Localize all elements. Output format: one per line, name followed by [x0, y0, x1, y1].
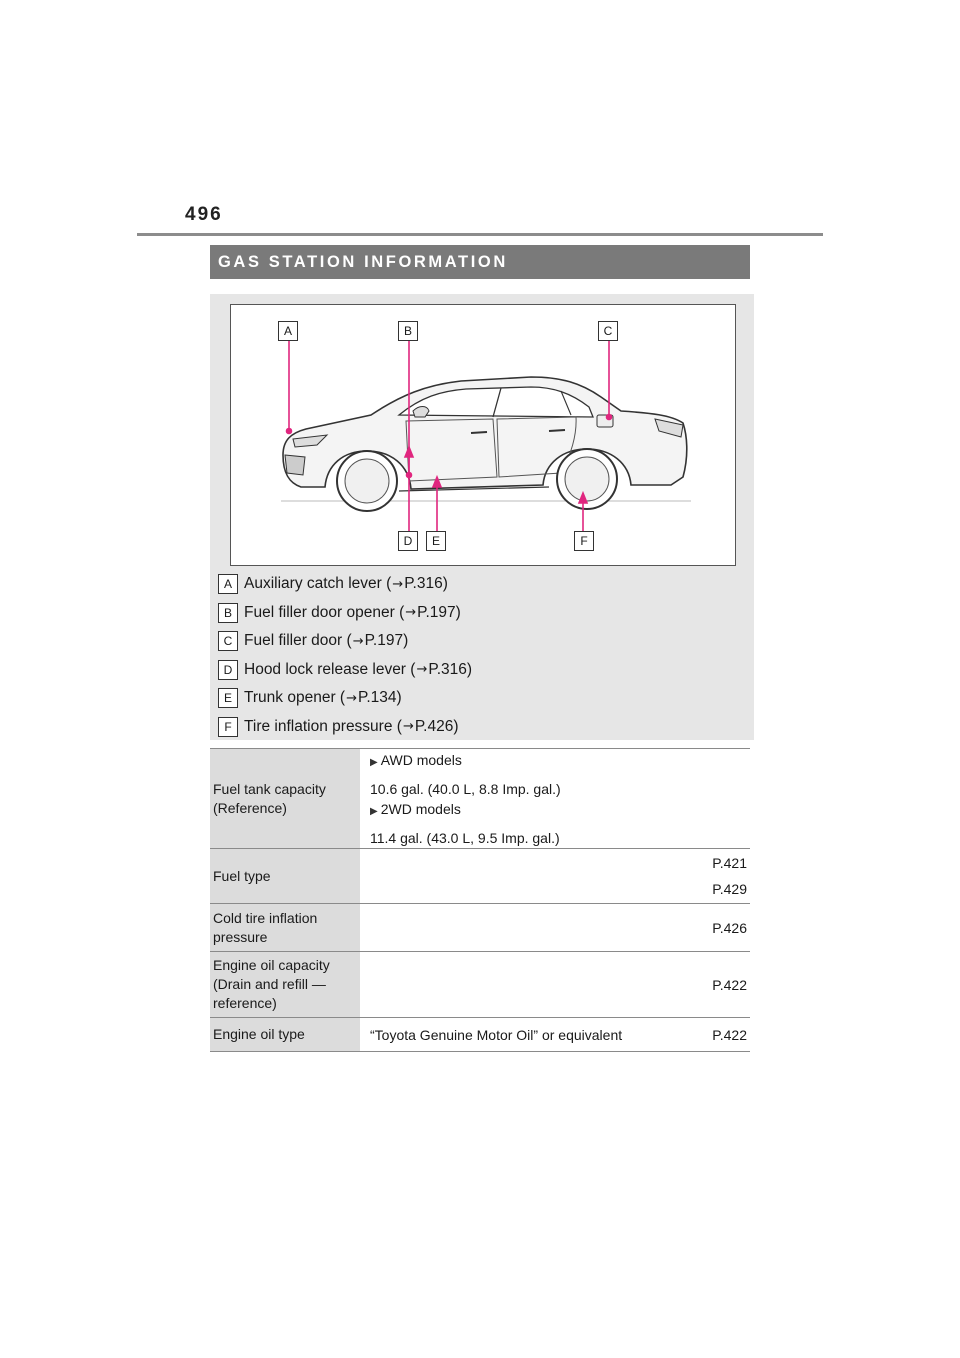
table-row: [210, 904, 750, 952]
arrow-right-icon: →: [352, 633, 364, 649]
legend-close: ): [455, 603, 461, 621]
triangle-bullet-icon: ▶: [370, 756, 378, 768]
twowd-heading: [370, 799, 750, 822]
table-row: [210, 952, 750, 1018]
page-reference-link[interactable]: P.422: [712, 976, 747, 993]
page-reference-link[interactable]: P.197: [417, 603, 456, 621]
legend-text: Fuel filler door opener (: [244, 603, 405, 621]
legend-text: Auxiliary catch lever (: [244, 575, 392, 593]
legend-item-d: [218, 656, 472, 685]
arrow-right-icon: →: [416, 662, 428, 678]
legend-letter: B: [218, 603, 238, 623]
page-reference-link[interactable]: P.421: [712, 855, 747, 871]
callout-b: B: [398, 321, 418, 341]
door-handle-rear: [549, 430, 565, 431]
section-header: [210, 245, 750, 279]
legend-item-b: [218, 599, 472, 628]
arrow-right-icon: →: [402, 719, 414, 735]
twowd-value: 11.4 gal. (43.0 L, 9.5 Imp. gal.): [370, 829, 560, 846]
spec-label: Cold tire inflation pressure: [210, 904, 360, 952]
awd-heading-text: AWD models: [380, 751, 462, 768]
table-row: [210, 1018, 750, 1052]
page-number: 496: [185, 204, 223, 225]
spec-label: Fuel tank capacity (Reference): [210, 749, 360, 849]
spec-label: Engine oil type: [210, 1018, 360, 1052]
legend-item-a: [218, 570, 472, 599]
door-handle-front: [471, 432, 487, 433]
car-side-view-diagram: [231, 305, 735, 565]
callout-dot-c: [607, 415, 612, 420]
legend-letter: D: [218, 660, 238, 680]
legend-close: ): [453, 717, 459, 735]
front-wheel-rim: [345, 459, 389, 503]
front-grille: [285, 455, 305, 475]
page-reference-link[interactable]: P.134: [358, 689, 397, 707]
callout-e: E: [426, 531, 446, 551]
legend-close: ): [442, 575, 448, 593]
page-reference-link[interactable]: P.429: [712, 881, 747, 897]
page-reference-link[interactable]: P.426: [414, 717, 454, 735]
table-row: [210, 849, 750, 904]
callout-a: A: [278, 321, 298, 341]
callout-c: C: [598, 321, 618, 341]
legend-close: ): [403, 632, 409, 650]
section-title: GAS STATION INFORMATION: [218, 252, 508, 271]
legend-text: Trunk opener (: [244, 689, 346, 707]
arrow-right-icon: →: [405, 605, 417, 621]
page-reference-link[interactable]: P.197: [364, 632, 404, 650]
spec-table: [210, 748, 750, 1052]
callout-dot-a: [287, 429, 292, 434]
legend-item-c: [218, 627, 472, 656]
twowd-heading-text: 2WD models: [380, 800, 461, 817]
legend-item-e: [218, 684, 472, 713]
legend-letter: A: [218, 574, 238, 594]
legend-text: Fuel filler door (: [244, 632, 352, 650]
awd-heading: [370, 750, 750, 773]
spec-label: Fuel type: [210, 849, 360, 904]
page-reference-link[interactable]: P.426: [712, 919, 747, 936]
car-illustration: [230, 304, 736, 566]
legend-close: ): [396, 689, 402, 707]
callout-d: D: [398, 531, 418, 551]
illustration-panel: [210, 294, 754, 740]
legend-item-f: [218, 713, 472, 742]
page-reference-link[interactable]: P.422: [712, 1026, 747, 1043]
table-row: [210, 749, 750, 849]
legend-letter: E: [218, 688, 238, 708]
spec-reference: [676, 849, 750, 904]
header-rule: [137, 233, 823, 236]
callout-legend: [218, 570, 472, 741]
callout-f: F: [574, 531, 594, 551]
legend-close: ): [466, 660, 473, 678]
triangle-bullet-icon: ▶: [370, 805, 378, 817]
rear-wheel-rim: [565, 457, 609, 501]
spec-value: [360, 749, 750, 849]
arrow-right-icon: →: [392, 576, 404, 592]
awd-value: 10.6 gal. (40.0 L, 8.8 Imp. gal.): [370, 780, 561, 797]
page-reference-link[interactable]: P.316: [428, 660, 467, 678]
arrow-right-icon: →: [346, 690, 357, 706]
legend-text: Tire inflation pressure (: [244, 717, 402, 735]
spec-value: “Toyota Genuine Motor Oil” or equivalent: [370, 1026, 623, 1043]
legend-letter: F: [218, 717, 238, 737]
legend-text: Hood lock release lever (: [244, 660, 416, 678]
page-reference-link[interactable]: P.316: [404, 575, 443, 593]
spec-label: Engine oil capacity (Drain and refill — reference): [210, 952, 360, 1018]
spec-value: [360, 952, 676, 1018]
spec-value: [360, 904, 676, 952]
legend-letter: C: [218, 631, 238, 651]
spec-value: [360, 849, 676, 904]
